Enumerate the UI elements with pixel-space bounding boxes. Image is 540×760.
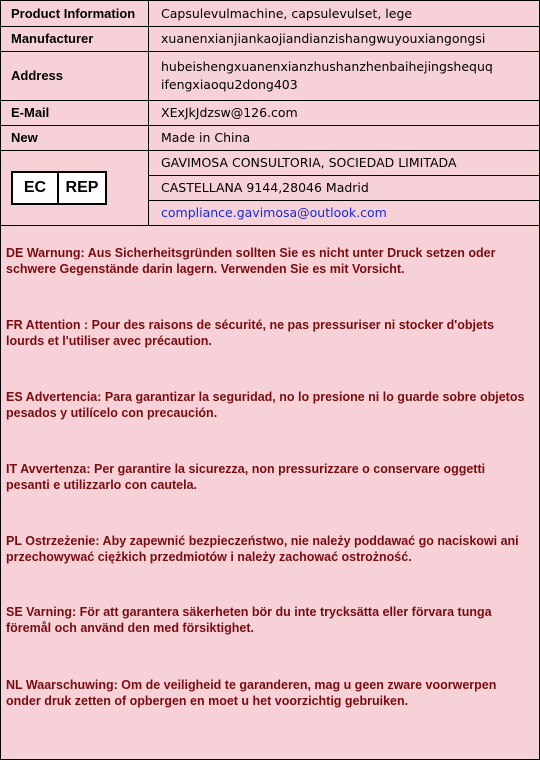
table-row [1,100,539,125]
address-line-1: hubeishengxuanenxianzhushanzhenbaihejingshequq [161,58,493,74]
email-label: E-Mail [1,100,149,125]
address-value [149,51,540,100]
address-line-2: ifengxiaoqu2dong403 [161,76,298,92]
manufacturer-label: Manufacturer [1,26,149,51]
table-row [1,26,539,51]
warning-pl: PL Ostrzeżenie: Aby zapewnić bezpieczeństwo, nie należy poddawać go naciskowi ani przechowywać ciężkich przedmiotów i należy zachować ostrożność. [6,534,519,564]
ec-rep-email-link[interactable]: compliance.gavimosa@outlook.com [149,200,540,225]
warning-fr: FR Attention : Pour des raisons de sécurité, ne pas pressuriser ni stocker d'objets lourds et l'utiliser avec précaution. [6,318,495,348]
rep-symbol-label: REP [65,178,99,196]
warning-se: SE Varning: För att garantera säkerheten bör du inte trycksätta eller förvara tunga föremål och använd den med försiktighet. [6,605,492,635]
product-information-label: Product Information [1,1,149,26]
table-row [1,150,539,175]
warning-es: ES Advertencia: Para garantizar la seguridad, no lo presione ni lo guarde sobre objetos pesados y utilícelo con precaución. [6,390,525,420]
table-row [1,1,539,26]
product-information-value: Capsulevulmachine, capsulevulset, lege [149,1,540,26]
new-value: Made in China [149,125,540,150]
ec-rep-company: GAVIMOSA CONSULTORIA, SOCIEDAD LIMITADA [149,150,540,175]
warning-it: IT Avvertenza: Per garantire la sicurezza, non pressurizzare o conservare oggetti pesanti e utilizzarlo con cautela. [6,462,486,492]
address-label: Address [1,51,149,100]
ec-symbol-label: EC [13,173,59,203]
ec-rep-cell [1,150,149,225]
ec-rep-symbol [11,171,107,205]
warning-nl: NL Waarschuwing: Om de veiligheid te garanderen, mag u geen zware voorwerpen onder druk zetten of opbergen en moet u het voorzichtig gebruiken. [6,678,497,708]
table-row [1,51,539,100]
ec-rep-address: CASTELLANA 9144,28046 Madrid [149,175,540,200]
new-label: New [1,125,149,150]
manufacturer-value: xuanenxianjiankaojiandianzishangwuyouxiangongsi [149,26,540,51]
warning-de: DE Warnung: Aus Sicherheitsgründen sollten Sie es nicht unter Druck setzen oder schwere Gegenstände darin lagern. Verwenden Sie es mit Vorsicht. [6,246,496,276]
email-value: XExJkJdzsw@126.com [149,100,540,125]
product-info-table [1,1,539,226]
table-row [1,125,539,150]
